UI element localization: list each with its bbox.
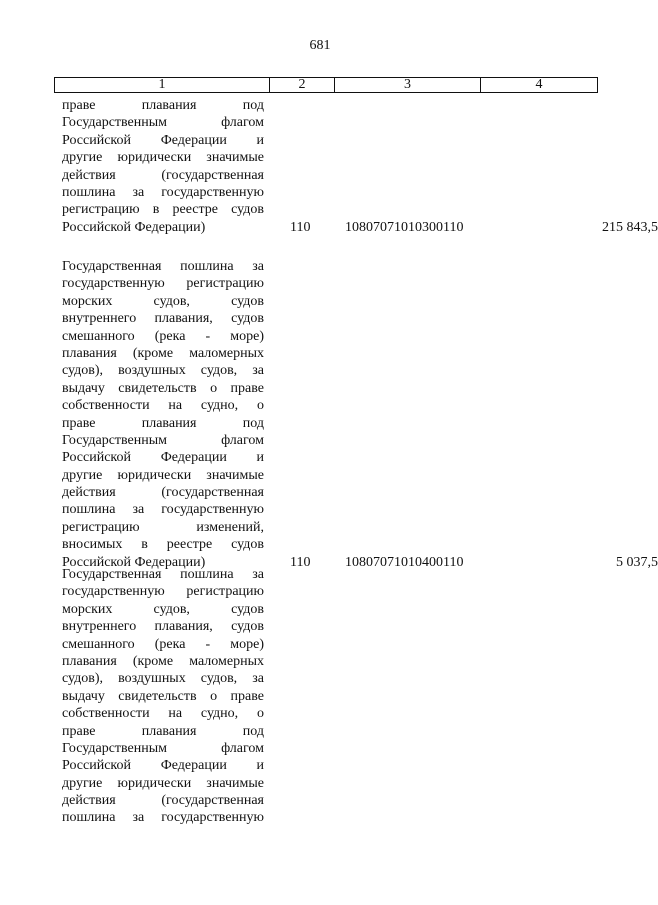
description-line: морских судов, судов: [62, 601, 264, 617]
row-description: [62, 258, 264, 571]
description-line: смешанного (река - море): [62, 328, 264, 344]
column-1-label: 1: [158, 77, 166, 92]
description-line: другие юридически значимые: [62, 150, 264, 166]
description-line: другие юридически значимые: [62, 467, 264, 483]
description-line: действия (государственная: [62, 167, 264, 183]
description-line: Государственная пошлина за: [62, 567, 264, 582]
description-line: Государственным флагом: [62, 740, 264, 756]
description-line: внутреннего плавания, судов: [62, 619, 264, 635]
row-amount: 5 037,5: [616, 554, 658, 570]
description-line: пошлина за государственную: [62, 502, 264, 518]
description-line: действия (государственная: [62, 485, 264, 501]
description-line: пошлина за государственную: [62, 184, 264, 200]
description-line: регистрацию в реестре судов: [62, 202, 264, 218]
column-4-label: 4: [480, 78, 597, 92]
row-kbk: 10807071010400110: [345, 554, 464, 570]
description-line: плавания (кроме маломерных: [62, 345, 264, 361]
row-kbk: 10807071010300110: [345, 219, 464, 235]
table-column-header: [54, 77, 598, 93]
row-amount: 215 843,5: [602, 219, 658, 235]
table-row: [62, 258, 658, 571]
description-line: пошлина за государственную: [62, 810, 264, 826]
description-line: другие юридически значимые: [62, 775, 264, 791]
page-number: 681: [309, 38, 331, 53]
description-line: собственности на судно, о: [62, 398, 264, 414]
description-line: внутреннего плавания, судов: [62, 311, 264, 327]
column-3-label: 3: [334, 78, 480, 92]
description-line: Государственным флагом: [62, 115, 264, 131]
description-line: Российской Федерации): [62, 554, 206, 570]
row-code: 110: [290, 554, 311, 570]
description-line: регистрацию изменений,: [62, 519, 264, 535]
description-line: судов), воздушных судов, за: [62, 671, 264, 687]
description-line: Российской Федерации и: [62, 758, 264, 774]
description-line: праве плавания под: [62, 415, 264, 431]
row-description: [62, 566, 264, 827]
row-code: 110: [290, 219, 311, 235]
description-line: государственную регистрацию: [62, 276, 264, 292]
column-2-label: 2: [269, 78, 334, 92]
description-line: смешанного (река - море): [62, 636, 264, 652]
description-line: Государственная пошлина за: [62, 259, 264, 274]
description-line: Российской Федерации): [62, 219, 206, 235]
description-line: судов), воздушных судов, за: [62, 363, 264, 379]
row-description: [62, 97, 264, 236]
description-line: государственную регистрацию: [62, 584, 264, 600]
description-line: Российской Федерации и: [62, 450, 264, 466]
description-line: морских судов, судов: [62, 293, 264, 309]
description-line: собственности на судно, о: [62, 706, 264, 722]
description-line: праве плавания под: [62, 723, 264, 739]
description-line: Российской Федерации и: [62, 132, 264, 148]
description-line: действия (государственная: [62, 793, 264, 809]
table-row: [62, 566, 602, 827]
description-line: плавания (кроме маломерных: [62, 653, 264, 669]
description-line: выдачу свидетельств о праве: [62, 380, 264, 396]
description-line: Государственным флагом: [62, 432, 264, 448]
description-line: вносимых в реестре судов: [62, 537, 264, 553]
description-line: праве плавания под: [62, 98, 264, 113]
table-row: [62, 97, 658, 236]
description-line: выдачу свидетельств о праве: [62, 688, 264, 704]
